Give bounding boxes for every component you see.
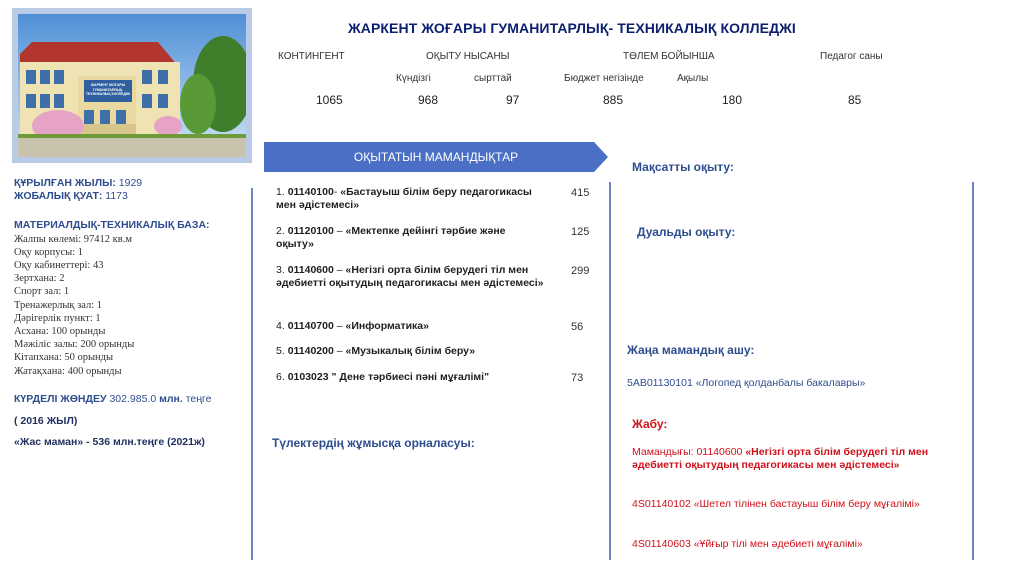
program-student-count: 73 bbox=[571, 372, 584, 384]
stat-header-contingent: КОНТИНГЕНТ bbox=[278, 51, 345, 62]
base-title: МАТЕРИАЛДЫҚ-ТЕХНИКАЛЫҚ БАЗА: bbox=[14, 219, 210, 232]
program-name: «Бастауыш білім беру педагогикасы мен әдістемесі» bbox=[276, 186, 532, 211]
base-item: Мәжіліс залы: 200 орынды bbox=[14, 339, 135, 351]
stat-header-study-form: ОҚЫТУ НЫСАНЫ bbox=[426, 51, 510, 62]
base-item: Асхана: 100 орынды bbox=[14, 326, 106, 338]
stat-value-teachers: 85 bbox=[848, 93, 862, 107]
program-separator: – bbox=[333, 345, 346, 357]
capacity-value: 1173 bbox=[105, 190, 128, 203]
program-number: 3. bbox=[276, 264, 288, 276]
founded-label: ҚҰРЫЛҒАН ЖЫЛЫ: bbox=[14, 177, 116, 189]
program-name: «Негізгі орта білім берудегі тіл мен әдебиетті оқытудың педагогикасы мен әдістемесі» bbox=[276, 264, 544, 289]
capacity-label: ЖОБАЛЫҚ ҚУАТ: bbox=[14, 190, 103, 203]
program-student-count: 299 bbox=[571, 265, 590, 277]
program-name: «Музыкалық білім беру» bbox=[345, 345, 476, 357]
program-number: 6. bbox=[276, 371, 288, 383]
repair-year: ( 2016 ЖЫЛ) bbox=[14, 415, 78, 428]
program-code: 01140700 bbox=[287, 320, 334, 332]
founded-line bbox=[14, 177, 254, 190]
dual-title: Дуальды оқыту: bbox=[637, 225, 736, 239]
repair-line bbox=[14, 393, 254, 406]
young-label: «Жас маман» bbox=[14, 436, 84, 449]
program-item bbox=[276, 264, 546, 290]
base-list bbox=[14, 233, 254, 378]
capacity-line bbox=[14, 190, 254, 203]
stat-value-fulltime: 968 bbox=[418, 93, 439, 107]
program-code: 01140100 bbox=[287, 186, 334, 198]
program-item bbox=[276, 345, 546, 358]
program-item bbox=[276, 371, 546, 384]
close-item-2: 4S01140102 «Шетел тілінен бастауыш білім беру мұғалімі» bbox=[632, 498, 920, 510]
program-code: 01140200 bbox=[287, 345, 334, 357]
close-item-3: 4S01140603 «Ұйғыр тілі мен әдебиеті мұғалімі» bbox=[632, 538, 863, 550]
stat-value-contingent: 1065 bbox=[316, 93, 343, 107]
program-code: 0103023 bbox=[287, 371, 329, 383]
stat-value-correspondence: 97 bbox=[506, 93, 520, 107]
base-item: Жатақхана: 400 орынды bbox=[14, 365, 122, 377]
stat-header-payment: ТӨЛЕМ БОЙЫНША bbox=[623, 51, 715, 62]
targeted-title: Мақсатты оқыту: bbox=[632, 160, 734, 174]
program-number: 1. bbox=[276, 186, 288, 198]
stat-sub-correspondence: сырттай bbox=[474, 73, 512, 84]
college-photo-frame bbox=[12, 8, 252, 163]
close-item-1 bbox=[632, 446, 950, 471]
stat-value-paid: 180 bbox=[722, 93, 743, 107]
base-item: Зертхана: 2 bbox=[14, 273, 65, 285]
close-title: Жабу: bbox=[632, 417, 668, 431]
program-student-count: 125 bbox=[571, 226, 590, 238]
program-student-count: 56 bbox=[571, 321, 584, 333]
close-item-1-prefix: Мамандығы: 01140600 bbox=[632, 446, 746, 458]
college-photo bbox=[18, 14, 246, 157]
divider-right bbox=[972, 182, 974, 560]
repair-unit: млн. bbox=[159, 392, 183, 405]
program-separator: - bbox=[333, 186, 341, 198]
stat-value-budget: 885 bbox=[603, 93, 624, 107]
program-name: " Дене тәрбиесі пәні мұғалімі" bbox=[331, 371, 490, 383]
base-item: Оқу корпусы: 1 bbox=[14, 246, 84, 258]
repair-currency: теңге bbox=[185, 392, 212, 405]
program-item bbox=[276, 320, 546, 333]
banner-label: ОҚЫТАТЫН МАМАНДЫҚТАР bbox=[353, 150, 519, 164]
repair-value: 302.985.0 bbox=[109, 392, 157, 405]
new-specialty-item: 5АВ01130101 «Логопед қолданбалы бакалавры» bbox=[627, 377, 866, 389]
stat-sub-budget: Бюджет негізінде bbox=[564, 73, 644, 84]
divider-middle bbox=[609, 182, 611, 560]
program-name: «Информатика» bbox=[345, 320, 429, 332]
program-number: 4. bbox=[276, 320, 288, 332]
program-separator: – bbox=[333, 225, 346, 237]
repair-label: КҮРДЕЛІ ЖӨНДЕУ bbox=[14, 392, 107, 405]
founded-value: 1929 bbox=[118, 177, 143, 189]
program-item bbox=[276, 186, 546, 212]
base-item: Кітапхана: 50 орынды bbox=[14, 352, 114, 364]
program-code: 01120100 bbox=[287, 225, 334, 237]
college-info bbox=[14, 177, 254, 449]
young-specialist-line bbox=[14, 436, 254, 449]
program-number: 5. bbox=[276, 345, 288, 357]
base-item: Тренажерлық зал: 1 bbox=[14, 299, 103, 311]
college-title: ЖАРКЕНТ ЖОҒАРЫ ГУМАНИТАРЛЫҚ- ТЕХНИКАЛЫҚ КОЛЛЕДЖІ bbox=[348, 20, 796, 36]
program-separator: – bbox=[333, 320, 346, 332]
employment-title: Түлектердің жұмысқа орналасуы: bbox=[272, 436, 475, 450]
college-building-image bbox=[18, 14, 246, 157]
program-item bbox=[276, 225, 546, 251]
program-number: 2. bbox=[276, 225, 288, 237]
divider-left bbox=[251, 188, 253, 560]
base-item: Дәрігерлік пункт: 1 bbox=[14, 312, 101, 324]
photo-sign-text: ЖАРКЕНТ ЖОҒАРЫ ГУМАНИТАРЛЫҚ-ТЕХНИКАЛЫҚ КОЛЛЕДЖІ bbox=[85, 83, 131, 96]
close-item-1-name: «Негізгі орта білім берудегі тіл мен әдебиетті оқытудың педагогикасы мен әдістемесі» bbox=[632, 446, 929, 471]
program-code: 01140600 bbox=[287, 264, 334, 276]
young-value: - 536 млн.теңге (2021ж) bbox=[86, 436, 205, 449]
base-item: Оқу кабинеттері: 43 bbox=[14, 260, 104, 272]
programs-banner bbox=[264, 142, 608, 172]
stat-sub-paid: Ақылы bbox=[677, 73, 709, 84]
new-specialty-title: Жаңа мамандық ашу: bbox=[627, 343, 755, 357]
stat-sub-fulltime: Күндізгі bbox=[396, 73, 431, 84]
program-student-count: 415 bbox=[571, 187, 590, 199]
stat-header-teachers: Педагог саны bbox=[820, 51, 883, 62]
program-separator: – bbox=[333, 264, 346, 276]
program-name: «Мектепке дейінгі тәрбие және оқыту» bbox=[276, 225, 506, 250]
base-item: Жалпы көлемі: 97412 кв.м bbox=[14, 233, 132, 245]
base-item: Спорт зал: 1 bbox=[14, 286, 70, 298]
